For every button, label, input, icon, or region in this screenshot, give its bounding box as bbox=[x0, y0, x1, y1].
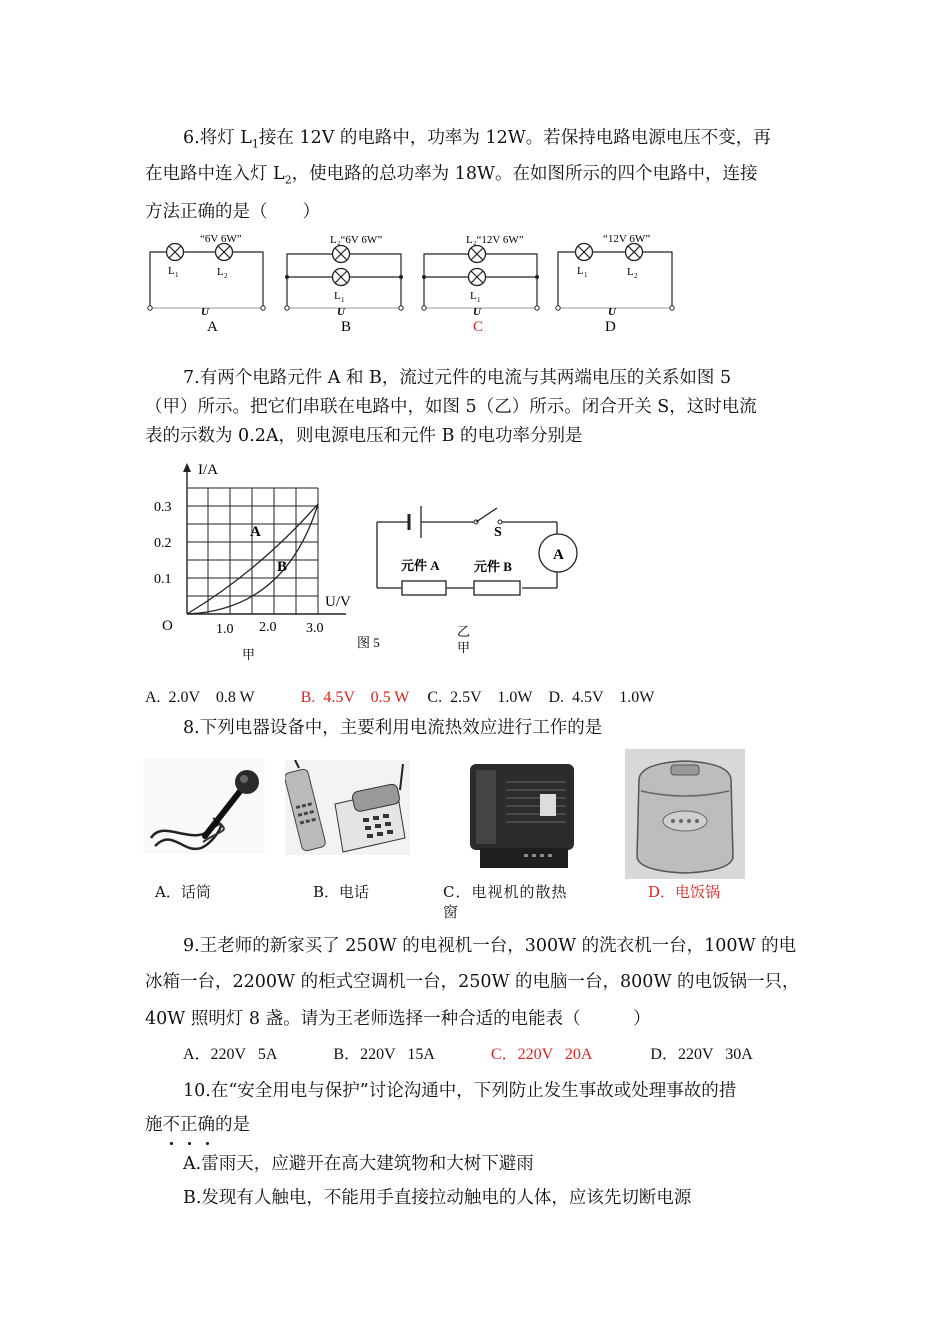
svg-text:1: 1 bbox=[584, 271, 588, 279]
svg-text:1: 1 bbox=[175, 271, 179, 279]
q7-option-c: C. 2.5V 1.0W bbox=[427, 689, 533, 706]
circuit-caption: 甲 bbox=[457, 640, 471, 655]
q7-line2: （甲）所示。把它们串联在电路中，如图 5（乙）所示。闭合开关 S，这时电流 bbox=[145, 397, 757, 417]
q9-option-a: A．220V 5A bbox=[183, 1046, 278, 1063]
svg-text:1: 1 bbox=[341, 296, 345, 304]
curve-a-label: A bbox=[250, 524, 261, 540]
q9-line2: 冰箱一台，2200W 的柜式空调机一台，250W 的电脑一台，800W 的电饭锅一只， bbox=[145, 972, 800, 992]
q9-line3: 40W 照明灯 8 盏。请为王老师选择一种合适的电能表（ ） bbox=[145, 1009, 651, 1029]
q8-line1: 8.下列电器设备中，主要利用电流热效应进行工作的是 bbox=[183, 718, 603, 738]
q10-option-b: B.发现有人触电，不能用手直接拉动触电的人体，应该先切断电源 bbox=[183, 1188, 692, 1208]
q7-option-b: B. 4.5V 0.5 W bbox=[300, 689, 410, 706]
q7-options bbox=[145, 686, 654, 710]
emphasis-not-correct: 不正确 bbox=[163, 1115, 216, 1135]
tv-image bbox=[466, 762, 578, 872]
x-tick: 1.0 bbox=[216, 622, 234, 637]
q8-option-a: A．话筒 bbox=[155, 883, 211, 901]
y-axis-label: I/A bbox=[198, 462, 218, 478]
q10-line1: 10.在“安全用电与保护”讨论沟通中，下列防止发生事故或处理事故的措 bbox=[183, 1081, 737, 1101]
graph-caption: 甲 bbox=[242, 647, 256, 662]
figure-label: 图 5 bbox=[357, 635, 380, 650]
circuit-d bbox=[556, 233, 674, 335]
circuit-b bbox=[285, 234, 403, 335]
q8-option-d: D．电饭锅 bbox=[648, 883, 721, 901]
element-a bbox=[402, 581, 446, 595]
microphone-image bbox=[143, 758, 265, 854]
q7-option-d: D. 4.5V 1.0W bbox=[548, 689, 655, 706]
circuit-a bbox=[148, 233, 265, 335]
svg-text:L: L bbox=[627, 266, 634, 278]
svg-text:U: U bbox=[337, 306, 345, 318]
q6-line2: 在电路中连入灯 $L_2$，使电路的总功率为 18W。在如图所示的四个电路中，连接 bbox=[145, 164, 758, 187]
series-circuit bbox=[350, 500, 590, 660]
q6-line3: 方法正确的是（ ） bbox=[145, 202, 320, 222]
svg-text:L: L bbox=[470, 290, 477, 302]
rating-label: L₂“6V 6W” bbox=[330, 234, 383, 246]
q9-line1: 9.王老师的新家买了 250W 的电视机一台，300W 的洗衣机一台，100W 的电 bbox=[183, 936, 797, 956]
x-axis-label: U/V bbox=[325, 594, 351, 610]
svg-text:L: L bbox=[577, 265, 584, 277]
y-tick: 0.3 bbox=[154, 500, 172, 515]
switch-label: S bbox=[494, 525, 502, 540]
svg-text:2: 2 bbox=[634, 272, 638, 280]
svg-text:L: L bbox=[334, 290, 341, 302]
rating-label: “12V 6W” bbox=[603, 233, 651, 245]
origin-label: O bbox=[162, 618, 173, 634]
svg-text:2: 2 bbox=[224, 272, 228, 280]
rating-label: “6V 6W” bbox=[200, 233, 242, 245]
element-b bbox=[474, 581, 520, 595]
option-a-label: A bbox=[207, 319, 218, 335]
rice-cooker-image bbox=[625, 749, 745, 879]
q6-circuits bbox=[0, 228, 950, 338]
y-tick: 0.1 bbox=[154, 572, 172, 587]
q7-option-a: A. 2.0V 0.8 W bbox=[145, 689, 255, 706]
telephone-image bbox=[285, 760, 410, 855]
option-c-label: C bbox=[473, 319, 484, 335]
ammeter-label: A bbox=[553, 547, 564, 563]
y-tick: 0.2 bbox=[154, 536, 172, 551]
q10-option-a: A.雷雨天，应避开在高大建筑物和大树下避雨 bbox=[183, 1154, 534, 1174]
q6-line1: 6.将灯 $L_1$接在 12V 的电路中，功率为 12W。若保持电路电源电压不变，再 bbox=[183, 128, 771, 151]
x-tick: 3.0 bbox=[306, 621, 324, 636]
rating-label: L₂“12V 6W” bbox=[466, 234, 524, 246]
q9-option-d: D．220V 30A bbox=[650, 1046, 753, 1063]
svg-text:1: 1 bbox=[477, 296, 481, 304]
l1-label: L bbox=[168, 265, 175, 277]
curve-b-label: B bbox=[277, 559, 288, 575]
q10-line2: 施不正确 的是 bbox=[145, 1113, 250, 1137]
lamp-l2 bbox=[216, 244, 233, 261]
q7-line3: 表的示数为 0.2A，则电源电压和元件 B 的电功率分别是 bbox=[145, 426, 583, 446]
option-d-label: D bbox=[605, 319, 616, 335]
q7-line1: 7.有两个电路元件 A 和 B，流过元件的电流与其两端电压的关系如图 5 bbox=[183, 368, 732, 388]
q9-options bbox=[183, 1043, 753, 1067]
q8-option-c: C．电视机的散热 bbox=[443, 883, 568, 901]
voltage-label: U bbox=[201, 306, 209, 318]
lamp-l1 bbox=[167, 244, 184, 261]
element-b-label: 元件 B bbox=[474, 559, 512, 574]
svg-text:U: U bbox=[473, 306, 481, 318]
x-tick: 2.0 bbox=[259, 620, 277, 635]
circuit-c bbox=[422, 234, 539, 335]
svg-text:U: U bbox=[608, 306, 616, 318]
q8-option-b: B．电话 bbox=[313, 883, 370, 901]
q9-option-b: B．220V 15A bbox=[333, 1046, 435, 1063]
q8-option-c-cont: 窗 bbox=[443, 903, 459, 921]
circuit-caption: 乙 bbox=[457, 624, 471, 639]
l2-label: L bbox=[217, 266, 224, 278]
q9-option-c: C．220V 20A bbox=[490, 1046, 593, 1063]
option-b-label: B bbox=[341, 319, 352, 335]
element-a-label: 元件 A bbox=[401, 558, 440, 573]
iu-graph bbox=[150, 460, 350, 660]
